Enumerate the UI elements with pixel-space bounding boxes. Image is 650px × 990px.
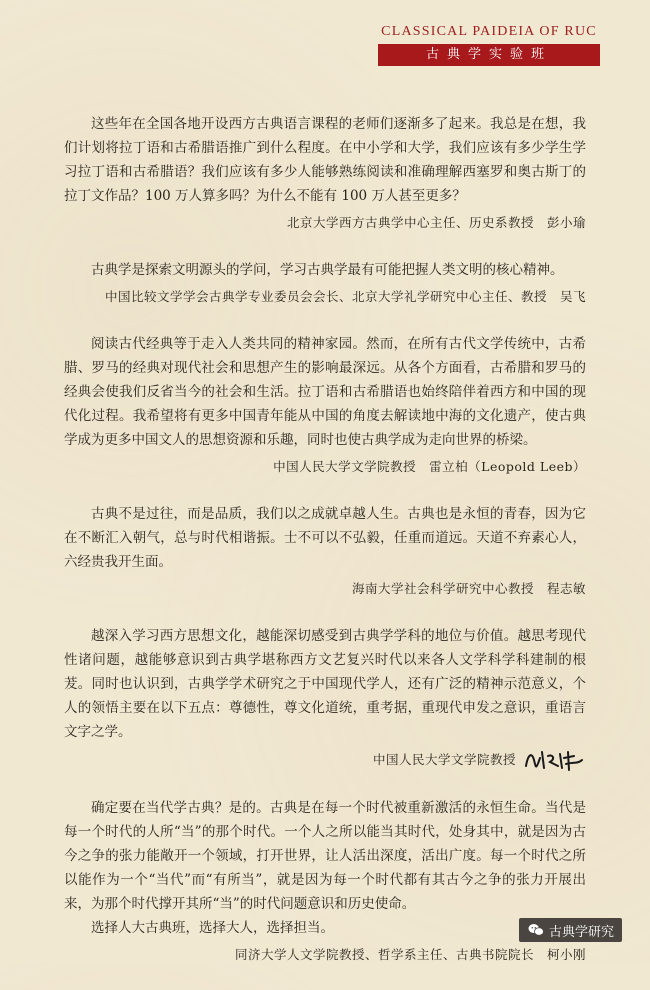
quote-attribution: 北京大学西方古典学中心主任、历史系教授 彭小瑜 [286, 215, 586, 230]
quote-5 [64, 624, 586, 772]
quote-3 [64, 332, 586, 478]
quotes-list [64, 112, 586, 990]
quote-6 [64, 796, 586, 966]
quote-attribution: 中国人民大学文学院教授 [372, 752, 516, 767]
quote-text: 这些年在全国各地开设西方古典语言课程的老师们逐渐多了起来。我总是在想，我们计划将拉丁语和古希腊语推广到什么程度。在中小学和大学，我们应该有多少学生学习拉丁语和古希腊语？我们应该有多少人能够熟练阅读和准确理解西塞罗和奥古斯丁的拉丁文作品？100 万人算多吗？为什么不能有 100 万人甚至更多？ [64, 116, 586, 204]
header-cn-title: 古典学实验班 [378, 44, 600, 66]
quote-text: 古典学是探索文明源头的学问，学习古典学最有可能把握人类文明的核心精神。 [91, 262, 564, 278]
quote-text: 确定要在当代学古典？是的。古典是在每一个时代被重新激活的永恒生命。当代是每一个时代的人所“当”的那个时代。一个人之所以能当其时代，处身其中，就是因为古今之争的张力能敞开一个领域，打开世界，让人活出深度，活出广度。每一个时代之所以能作为一个“当代”而“有所当”，就是因为每一个时代都有其古今之争的张力开展出来，为那个时代撑开其所“当”的时代问题意识和历史使命。 [64, 800, 586, 912]
quote-attribution: 同济大学人文学院教授、哲学系主任、古典书院院长 柯小刚 [234, 947, 586, 962]
quote-attribution: 中国人民大学文学院教授 雷立柏（Leopold Leeb） [273, 459, 586, 474]
header [378, 24, 600, 66]
quote-attribution: 中国比较文学学会古典学专业委员会会长、北京大学礼学研究中心主任、教授 吴飞 [104, 289, 586, 304]
quote-4 [64, 502, 586, 600]
quote-text: 古典不是过往，而是品质，我们以之成就卓越人生。古典也是永恒的青春，因为它在不断汇入朝气，总与时代相谐振。士不可以不弘毅，任重而道远。天道不弃素心人，六经贵我开生面。 [64, 506, 586, 570]
quote-2 [64, 258, 586, 308]
quote-text-closing: 选择人大古典班，选择大人，选择担当。 [91, 920, 334, 936]
quote-attribution-with-signature [64, 748, 586, 772]
quote-attribution: 海南大学社会科学研究中心教授 程志敏 [351, 581, 586, 596]
header-en-title: CLASSICAL PAIDEIA OF RUC [381, 24, 597, 39]
account-watermark [519, 918, 622, 942]
quote-1 [64, 112, 586, 234]
quote-text: 阅读古代经典等于走入人类共同的精神家园。然而，在所有古代文学传统中，古希腊、罗马的经典对现代社会和思想产生的影响最深远。从各个方面看，古希腊和罗马的经典会使我们反省当今的社会和生活。拉丁语和古希腊语也始终陪伴着西方和中国的现代化过程。我希望将有更多中国青年能从中国的角度去解读地中海的文化遗产，使古典学成为更多中国文人的思想资源和乐趣，同时也使古典学成为走向世界的桥梁。 [64, 336, 586, 448]
handwritten-signature [522, 748, 586, 772]
watermark-label: 古典学研究 [548, 924, 614, 940]
wechat-icon [527, 921, 545, 939]
quote-text: 越深入学习西方思想文化，越能深切感受到古典学学科的地位与价值。越思考现代性诸问题，越能够意识到古典学堪称西方文艺复兴时代以来各人文学科学科建制的根茇。同时也认识到，古典学学术研究之于中国现代学人，还有广泛的精神示范意义，个人的领悟主要在以下五点：尊德性，尊文化道统，重考据，重现代申发之意识，重语言文字之学。 [64, 628, 586, 740]
